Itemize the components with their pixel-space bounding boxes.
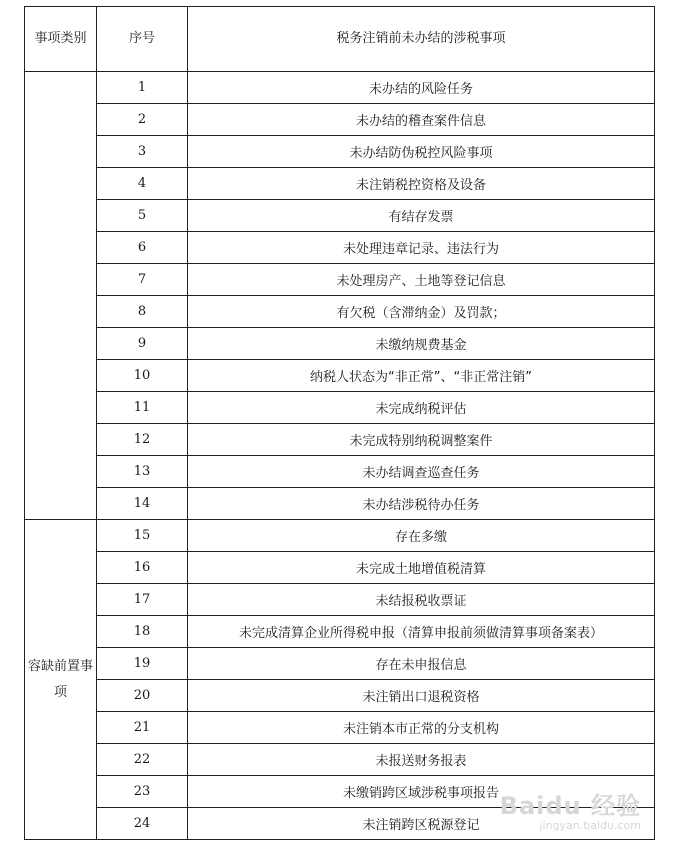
table-row [25, 552, 655, 584]
seq-cell: 2 [97, 104, 188, 136]
item-cell: 未办结防伪税控风险事项 [188, 136, 655, 168]
seq-cell: 16 [97, 552, 188, 584]
seq-cell: 24 [97, 808, 188, 840]
item-cell: 未完成土地增值税清算 [188, 552, 655, 584]
seq-cell: 17 [97, 584, 188, 616]
table-row [25, 680, 655, 712]
item-cell: 未结报税收票证 [188, 584, 655, 616]
table-row [25, 104, 655, 136]
table-row [25, 264, 655, 296]
seq-cell: 15 [97, 520, 188, 552]
item-cell: 存在未申报信息 [188, 648, 655, 680]
item-cell: 有结存发票 [188, 200, 655, 232]
category-cell [25, 72, 97, 520]
item-cell: 未办结涉税待办任务 [188, 488, 655, 520]
table-row [25, 648, 655, 680]
table-row [25, 584, 655, 616]
item-cell: 纳税人状态为“非正常”、“非正常注销” [188, 360, 655, 392]
seq-cell: 1 [97, 72, 188, 104]
item-cell: 未注销出口退税资格 [188, 680, 655, 712]
seq-cell: 23 [97, 776, 188, 808]
seq-cell: 7 [97, 264, 188, 296]
seq-cell: 21 [97, 712, 188, 744]
seq-cell: 10 [97, 360, 188, 392]
item-cell: 未办结调查巡查任务 [188, 456, 655, 488]
seq-cell: 14 [97, 488, 188, 520]
item-cell: 未报送财务报表 [188, 744, 655, 776]
item-cell: 未办结的风险任务 [188, 72, 655, 104]
item-cell: 未缴销跨区域涉税事项报告 [188, 776, 655, 808]
item-cell: 未完成清算企业所得税申报（清算申报前须做清算事项备案表） [188, 616, 655, 648]
item-cell: 未办结的稽查案件信息 [188, 104, 655, 136]
table-row [25, 328, 655, 360]
table-row [25, 296, 655, 328]
item-cell: 有欠税（含滞纳金）及罚款； [188, 296, 655, 328]
seq-cell: 12 [97, 424, 188, 456]
seq-cell: 8 [97, 296, 188, 328]
table-row [25, 456, 655, 488]
header-seq: 序号 [97, 7, 188, 72]
table-body [25, 72, 655, 840]
item-cell: 未处理房产、土地等登记信息 [188, 264, 655, 296]
table-row [25, 616, 655, 648]
table-row [25, 72, 655, 104]
table-row [25, 744, 655, 776]
table-row [25, 232, 655, 264]
header-row [25, 7, 655, 72]
seq-cell: 3 [97, 136, 188, 168]
table-row [25, 392, 655, 424]
seq-cell: 19 [97, 648, 188, 680]
seq-cell: 6 [97, 232, 188, 264]
seq-cell: 13 [97, 456, 188, 488]
seq-cell: 20 [97, 680, 188, 712]
table-row [25, 136, 655, 168]
seq-cell: 18 [97, 616, 188, 648]
table-row [25, 168, 655, 200]
seq-cell: 5 [97, 200, 188, 232]
seq-cell: 22 [97, 744, 188, 776]
table-row [25, 424, 655, 456]
seq-cell: 4 [97, 168, 188, 200]
watermark-url: jingyan.baidu.com [539, 819, 641, 832]
table-row [25, 520, 655, 552]
item-cell: 未注销跨区税源登记 [188, 808, 655, 840]
seq-cell: 9 [97, 328, 188, 360]
watermark [500, 786, 641, 832]
category-cell: 容缺前置事项 [25, 520, 97, 840]
table-row [25, 712, 655, 744]
item-cell: 未注销税控资格及设备 [188, 168, 655, 200]
table-row [25, 360, 655, 392]
header-item: 税务注销前未办结的涉税事项 [188, 7, 655, 72]
header-category: 事项类别 [25, 7, 97, 72]
tax-items-table [24, 6, 655, 840]
item-cell: 未注销本市正常的分支机构 [188, 712, 655, 744]
item-cell: 未处理违章记录、违法行为 [188, 232, 655, 264]
item-cell: 未完成特别纳税调整案件 [188, 424, 655, 456]
item-cell: 未缴纳规费基金 [188, 328, 655, 360]
item-cell: 未完成纳税评估 [188, 392, 655, 424]
seq-cell: 11 [97, 392, 188, 424]
item-cell: 存在多缴 [188, 520, 655, 552]
watermark-brand: Baidu 经验 [499, 792, 641, 820]
table-row [25, 488, 655, 520]
table-row [25, 200, 655, 232]
